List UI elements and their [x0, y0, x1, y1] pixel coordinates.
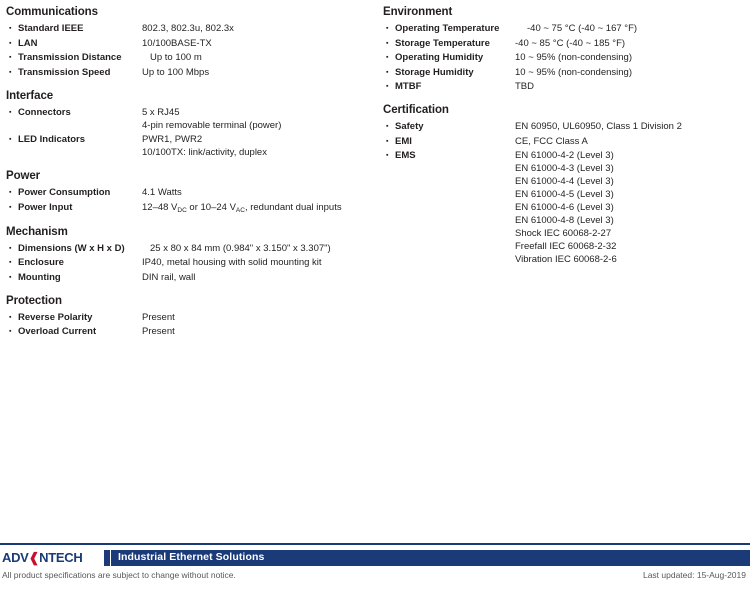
spec-label: Standard IEEE	[18, 23, 84, 34]
spec-label: Mounting	[18, 271, 61, 283]
spec-row	[383, 66, 743, 79]
spec-value: 10/100TX: link/activity, duplex	[142, 147, 267, 158]
spec-row	[383, 149, 743, 266]
bullet-icon	[6, 106, 18, 119]
spec-row	[6, 201, 376, 215]
bullet-icon	[383, 149, 395, 162]
spec-value: Present	[142, 326, 175, 337]
spec-row	[6, 325, 376, 338]
bullet-icon	[6, 66, 18, 79]
spec-value: CE, FCC Class A	[515, 135, 588, 147]
spec-value: Up to 100 m	[150, 52, 202, 63]
spec-row	[6, 186, 376, 199]
bullet-icon	[383, 80, 395, 93]
spec-section	[6, 226, 376, 284]
spec-values	[515, 149, 743, 266]
footer-bar	[0, 550, 750, 566]
bullet-icon	[383, 135, 395, 148]
spec-values	[142, 271, 376, 284]
bullet-icon	[6, 256, 18, 269]
bullet-icon	[383, 66, 395, 79]
spec-values	[515, 120, 743, 133]
spec-section	[383, 104, 743, 266]
spec-value: EN 61000-4-5 (Level 3)	[515, 189, 614, 200]
spec-label: Dimensions (W x H x D)	[18, 242, 125, 254]
spec-value: 10/100BASE-TX	[142, 37, 212, 49]
spec-values	[150, 242, 376, 255]
spec-values	[142, 186, 376, 199]
spec-section	[6, 295, 376, 339]
spec-value: -40 ~ 85 °C (-40 ~ 185 °F)	[515, 37, 626, 49]
spec-value: 5 x RJ45	[142, 106, 180, 118]
spec-section-title: Certification	[383, 104, 449, 116]
spec-label: Transmission Distance	[18, 52, 122, 63]
spec-row	[383, 22, 743, 35]
specs-column-left	[6, 6, 376, 349]
footer-title: Industrial Ethernet Solutions	[118, 551, 265, 563]
spec-values	[142, 201, 376, 215]
bullet-icon	[6, 325, 18, 338]
bullet-icon	[6, 22, 18, 35]
spec-label: EMI	[395, 135, 412, 147]
spec-value: 4-pin removable terminal (power)	[142, 119, 282, 131]
spec-value: 25 x 80 x 84 mm (0.984" x 3.150" x 3.307")	[150, 242, 331, 254]
advantech-logo-text: ADV❰NTECH	[2, 550, 83, 565]
spec-value: 4.1 Watts	[142, 187, 182, 198]
spec-label: Power Input	[18, 201, 73, 213]
spec-values	[515, 51, 743, 64]
spec-values	[142, 311, 376, 324]
spec-label: Operating Temperature	[395, 23, 500, 34]
spec-value: Present	[142, 311, 175, 323]
footer-rule	[0, 543, 750, 545]
spec-label: MTBF	[395, 81, 422, 92]
spec-values	[142, 256, 376, 269]
spec-row	[6, 37, 376, 50]
spec-value: EN 61000-4-6 (Level 3)	[515, 202, 614, 213]
spec-label: LAN	[18, 37, 38, 49]
spec-label: Operating Humidity	[395, 52, 484, 63]
spec-section-title: Power	[6, 170, 41, 182]
spec-value: IP40, metal housing with solid mounting kit	[142, 257, 322, 268]
spec-value: 12–48 $V_{DC}$ or 10–24 $V_{AC}$, redundant dual inputs	[142, 201, 342, 214]
spec-values	[527, 22, 743, 35]
spec-value: EN 61000-4-3 (Level 3)	[515, 163, 614, 174]
advantech-logo	[0, 550, 104, 566]
spec-row	[6, 242, 376, 255]
footer-last-updated: Last updated: 15-Aug-2019	[642, 570, 746, 580]
spec-values	[515, 37, 743, 50]
bullet-icon	[6, 242, 18, 255]
spec-value: -40 ~ 75 °C (-40 ~ 167 °F)	[527, 23, 638, 34]
spec-value: Vibration IEC 60068-2-6	[515, 254, 617, 265]
bullet-icon	[383, 22, 395, 35]
spec-value: PWR1, PWR2	[142, 134, 203, 145]
spec-label: Overload Current	[18, 326, 97, 337]
spec-values	[142, 133, 376, 159]
footer-disclaimer: All product specifications are subject to change without notice.	[2, 570, 236, 580]
spec-row	[6, 256, 376, 269]
bullet-icon	[6, 311, 18, 324]
spec-label: Enclosure	[18, 257, 64, 268]
spec-values	[515, 80, 743, 93]
spec-section	[6, 170, 376, 215]
spec-value: Freefall IEC 60068-2-32	[515, 241, 617, 252]
spec-row	[383, 51, 743, 64]
spec-label: Connectors	[18, 106, 71, 118]
spec-values	[142, 37, 376, 50]
spec-section-title: Communications	[6, 6, 98, 18]
spec-value: 802.3, 802.3u, 802.3x	[142, 23, 234, 34]
spec-row	[383, 80, 743, 93]
spec-section-title: Mechanism	[6, 225, 68, 238]
spec-row	[383, 120, 743, 133]
spec-values	[142, 325, 376, 338]
spec-value: EN 61000-4-4 (Level 3)	[515, 176, 614, 187]
bullet-icon	[383, 51, 395, 64]
specs-column-right	[383, 6, 743, 277]
bullet-icon	[6, 37, 18, 50]
spec-values	[515, 66, 743, 79]
bullet-icon	[383, 120, 395, 133]
spec-section	[6, 6, 376, 79]
bullet-icon	[6, 271, 18, 284]
spec-label: Power Consumption	[18, 187, 111, 198]
spec-label: Storage Humidity	[395, 66, 474, 78]
bullet-icon	[6, 51, 18, 64]
bullet-icon	[6, 201, 18, 214]
spec-section-title: Interface	[6, 89, 54, 102]
spec-row	[6, 66, 376, 79]
spec-values	[515, 135, 743, 148]
spec-label: Reverse Polarity	[18, 311, 93, 323]
spec-label: Transmission Speed	[18, 66, 111, 78]
spec-values	[142, 106, 376, 132]
footer-divider	[110, 550, 111, 566]
spec-values	[142, 66, 376, 79]
spec-value: EN 61000-4-2 (Level 3)	[515, 150, 614, 161]
spec-row	[6, 271, 376, 284]
spec-row	[6, 106, 376, 132]
spec-label: Safety	[395, 121, 424, 132]
spec-section-title: Environment	[383, 6, 453, 18]
spec-section	[383, 6, 743, 93]
spec-row	[6, 22, 376, 35]
spec-value: DIN rail, wall	[142, 271, 196, 283]
bullet-icon	[383, 37, 395, 50]
spec-row	[6, 133, 376, 159]
spec-value: Shock IEC 60068-2-27	[515, 228, 612, 239]
spec-row	[383, 135, 743, 148]
spec-label: Storage Temperature	[395, 37, 490, 49]
spec-label: EMS	[395, 150, 416, 161]
spec-value: 10 ~ 95% (non-condensing)	[515, 66, 632, 78]
spec-value: Up to 100 Mbps	[142, 66, 210, 78]
spec-label: LED Indicators	[18, 134, 86, 145]
spec-value: TBD	[515, 81, 534, 92]
spec-row	[383, 37, 743, 50]
spec-row	[6, 51, 376, 64]
spec-values	[150, 51, 376, 64]
spec-value: 10 ~ 95% (non-condensing)	[515, 52, 632, 63]
bullet-icon	[6, 186, 18, 199]
spec-values	[142, 22, 376, 35]
spec-section	[6, 90, 376, 160]
spec-value: EN 60950, UL60950, Class 1 Division 2	[515, 121, 682, 132]
bullet-icon	[6, 133, 18, 146]
spec-row	[6, 311, 376, 324]
spec-section-title: Protection	[6, 294, 62, 307]
spec-value: EN 61000-4-8 (Level 3)	[515, 215, 614, 226]
